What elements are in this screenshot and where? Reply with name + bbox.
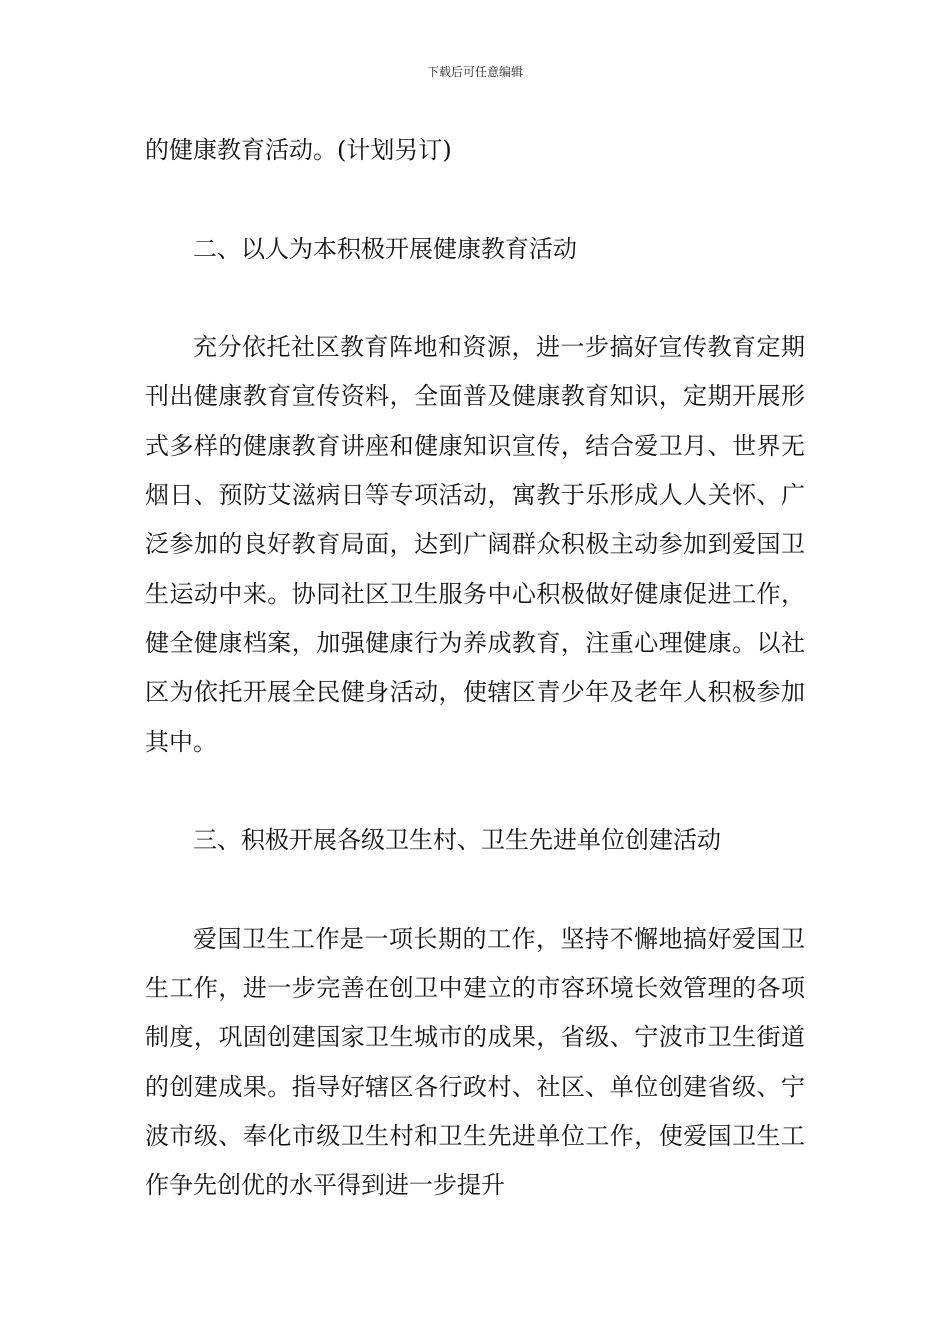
paragraph-gap — [145, 767, 805, 816]
section-heading-2: 二、以人为本积极开展健康教育活动 — [193, 234, 577, 263]
page-header: 下载后可任意编辑 — [426, 65, 523, 79]
section-heading-3: 三、积极开展各级卫生村、卫生先进单位创建活动 — [193, 826, 721, 855]
paragraph-gap — [145, 175, 805, 224]
paragraph-gap — [145, 274, 805, 323]
continuation-line: 的健康教育活动。(计划另订) — [145, 136, 452, 164]
paragraph-gap — [145, 865, 805, 914]
document-body — [145, 126, 805, 1211]
section-paragraph-2: 充分依托社区教育阵地和资源，进一步搞好宣传教育定期刊出健康教育宣传资料，全面普及健康教育知识，定期开展形式多样的健康教育讲座和健康知识宣传，结合爱卫月、世界无烟日、预防艾滋病日等专项活动，寓教于乐形成人人关怀、广泛参加的良好教育局面，达到广阔群众积极主动参加到爱国卫生运动中来。协同社区卫生服务中心积极做好健康促进工作，健全健康档案，加强健康行为养成教育，注重心理健康。以社区为依托开展全民健身活动，使辖区青少年及老年人积极参加其中。 — [145, 333, 805, 756]
section-paragraph-3: 爱国卫生工作是一项长期的工作，坚持不懈地搞好爱国卫生工作，进一步完善在创卫中建立的市容环境长效管理的各项制度，巩固创建国家卫生城市的成果，省级、宁波市卫生街道的创建成果。指导好辖区各行政村、社区、单位创建省级、宁波市级、奉化市级卫生村和卫生先进单位工作，使爱国卫生工作争先创优的水平得到进一步提升 — [145, 924, 805, 1200]
